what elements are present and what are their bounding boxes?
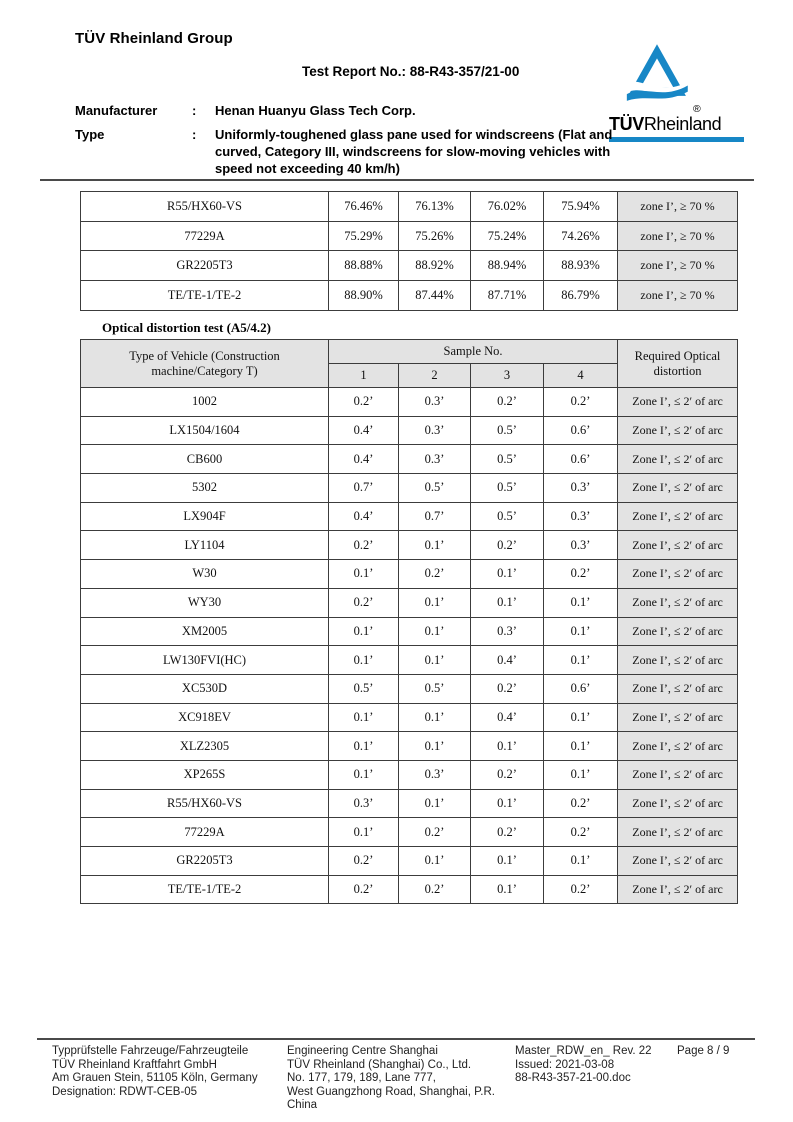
value-cell: 0.1’ bbox=[399, 531, 471, 560]
value-cell: 76.02% bbox=[471, 192, 544, 222]
manufacturer-separator: : bbox=[192, 103, 197, 118]
type-label: Type bbox=[75, 127, 105, 142]
model-cell: CB600 bbox=[81, 445, 329, 474]
model-cell: 1002 bbox=[81, 388, 329, 417]
required-cell: zone I’, ≥ 70 % bbox=[618, 281, 738, 311]
required-cell: Zone I’, ≤ 2′ of arc bbox=[618, 732, 738, 761]
value-cell: 0.2’ bbox=[471, 531, 544, 560]
value-cell: 0.3’ bbox=[399, 388, 471, 417]
model-cell: 77229A bbox=[81, 221, 329, 251]
value-cell: 0.4’ bbox=[471, 646, 544, 675]
value-cell: 0.3’ bbox=[329, 789, 399, 818]
value-cell: 0.1’ bbox=[329, 732, 399, 761]
value-cell: 0.1’ bbox=[399, 789, 471, 818]
value-cell: 0.1’ bbox=[399, 703, 471, 732]
required-cell: Zone I’, ≤ 2′ of arc bbox=[618, 388, 738, 417]
registered-trademark-symbol: ® bbox=[693, 103, 701, 115]
value-cell: 0.2’ bbox=[544, 388, 618, 417]
value-cell: 0.2’ bbox=[399, 818, 471, 847]
optical-table-row bbox=[81, 646, 738, 675]
report-number: Test Report No.: 88-R43-357/21-00 bbox=[302, 64, 520, 79]
value-cell: 88.88% bbox=[329, 251, 399, 281]
model-cell: TE/TE-1/TE-2 bbox=[81, 281, 329, 311]
sample-col-2: 2 bbox=[399, 364, 471, 388]
light-transmittance-table bbox=[80, 191, 738, 311]
value-cell: 0.1’ bbox=[399, 646, 471, 675]
value-cell: 0.5’ bbox=[399, 674, 471, 703]
required-cell: Zone I’, ≤ 2′ of arc bbox=[618, 474, 738, 503]
footer-shanghai-address bbox=[287, 1045, 515, 1113]
value-cell: 0.2’ bbox=[471, 818, 544, 847]
value-cell: 0.2’ bbox=[329, 531, 399, 560]
required-cell: zone I’, ≥ 70 % bbox=[618, 251, 738, 281]
value-cell: 0.1’ bbox=[544, 847, 618, 876]
optical-table-row bbox=[81, 674, 738, 703]
model-cell: R55/HX60-VS bbox=[81, 789, 329, 818]
value-cell: 0.5’ bbox=[471, 502, 544, 531]
optical-distortion-table bbox=[80, 339, 738, 904]
value-cell: 74.26% bbox=[544, 221, 618, 251]
value-cell: 0.2’ bbox=[329, 847, 399, 876]
value-cell: 0.5’ bbox=[471, 445, 544, 474]
value-cell: 0.1’ bbox=[544, 646, 618, 675]
value-cell: 0.5’ bbox=[471, 474, 544, 503]
value-cell: 0.2’ bbox=[544, 789, 618, 818]
value-cell: 0.4’ bbox=[329, 502, 399, 531]
tuv-triangle-icon bbox=[625, 43, 689, 107]
value-cell: 76.13% bbox=[399, 192, 471, 222]
optical-table-row bbox=[81, 416, 738, 445]
sample-no-header-cell: Sample No. bbox=[329, 340, 618, 364]
footer-line: Am Grauen Stein, 51105 Köln, Germany bbox=[52, 1072, 258, 1084]
required-cell: Zone I’, ≤ 2′ of arc bbox=[618, 531, 738, 560]
value-cell: 88.93% bbox=[544, 251, 618, 281]
value-cell: 0.4’ bbox=[329, 416, 399, 445]
value-cell: 0.1’ bbox=[471, 847, 544, 876]
value-cell: 75.26% bbox=[399, 221, 471, 251]
value-cell: 0.1’ bbox=[544, 760, 618, 789]
footer-line: TÜV Rheinland Kraftfahrt GmbH bbox=[52, 1058, 217, 1071]
value-cell: 0.3’ bbox=[544, 474, 618, 503]
model-cell: R55/HX60-VS bbox=[81, 192, 329, 222]
value-cell: 0.1’ bbox=[329, 703, 399, 732]
footer-line: Master_RDW_en_ Rev. 22 bbox=[515, 1045, 652, 1057]
value-cell: 0.2’ bbox=[329, 588, 399, 617]
manufacturer-label: Manufacturer bbox=[75, 103, 158, 118]
value-cell: 0.1’ bbox=[544, 588, 618, 617]
value-cell: 0.1’ bbox=[399, 617, 471, 646]
value-cell: 0.1’ bbox=[544, 703, 618, 732]
model-cell: XC530D bbox=[81, 674, 329, 703]
value-cell: 0.2’ bbox=[329, 388, 399, 417]
value-cell: 87.71% bbox=[471, 281, 544, 311]
footer-line: West Guangzhong Road, Shanghai, P.R. China bbox=[287, 1085, 495, 1111]
transmittance-table-row bbox=[81, 251, 738, 281]
model-cell: GR2205T3 bbox=[81, 251, 329, 281]
optical-table-row bbox=[81, 818, 738, 847]
value-cell: 76.46% bbox=[329, 192, 399, 222]
value-cell: 0.1’ bbox=[471, 560, 544, 589]
required-cell: Zone I’, ≤ 2′ of arc bbox=[618, 416, 738, 445]
footer-cologne-address bbox=[52, 1045, 287, 1113]
value-cell: 0.1’ bbox=[544, 732, 618, 761]
value-cell: 0.1’ bbox=[399, 847, 471, 876]
footer-line: Designation: RDWT-CEB-05 bbox=[52, 1085, 198, 1098]
value-cell: 0.2’ bbox=[471, 760, 544, 789]
required-cell: Zone I’, ≤ 2′ of arc bbox=[618, 646, 738, 675]
logo-underline-bar bbox=[609, 137, 744, 142]
value-cell: 0.1’ bbox=[329, 646, 399, 675]
optical-table-row bbox=[81, 703, 738, 732]
model-cell: 5302 bbox=[81, 474, 329, 503]
value-cell: 0.3’ bbox=[544, 502, 618, 531]
footer-divider-line bbox=[37, 1038, 755, 1040]
value-cell: 0.6’ bbox=[544, 416, 618, 445]
value-cell: 0.1’ bbox=[399, 588, 471, 617]
value-cell: 0.3’ bbox=[471, 617, 544, 646]
logo-word-tuv: TÜV bbox=[609, 114, 644, 134]
tuv-rheinland-logo bbox=[608, 40, 748, 144]
transmittance-table-row bbox=[81, 281, 738, 311]
value-cell: 0.3’ bbox=[544, 531, 618, 560]
value-cell: 0.2’ bbox=[544, 875, 618, 904]
report-meta bbox=[75, 102, 620, 184]
model-cell: XM2005 bbox=[81, 617, 329, 646]
model-cell: 77229A bbox=[81, 818, 329, 847]
value-cell: 75.29% bbox=[329, 221, 399, 251]
value-cell: 0.3’ bbox=[399, 416, 471, 445]
value-cell: 75.24% bbox=[471, 221, 544, 251]
optical-table-row bbox=[81, 474, 738, 503]
value-cell: 88.94% bbox=[471, 251, 544, 281]
value-cell: 0.1’ bbox=[471, 875, 544, 904]
value-cell: 0.2’ bbox=[471, 388, 544, 417]
value-cell: 0.5’ bbox=[471, 416, 544, 445]
optical-table-row bbox=[81, 875, 738, 904]
model-cell: W30 bbox=[81, 560, 329, 589]
logo-wordmark bbox=[609, 114, 721, 135]
optical-table-row bbox=[81, 732, 738, 761]
type-row bbox=[75, 126, 620, 177]
value-cell: 0.2’ bbox=[329, 875, 399, 904]
model-cell: XC918EV bbox=[81, 703, 329, 732]
value-cell: 0.2’ bbox=[399, 875, 471, 904]
value-cell: 0.1’ bbox=[544, 617, 618, 646]
sample-col-4: 4 bbox=[544, 364, 618, 388]
vehicle-type-header-cell: Type of Vehicle (Construction machine/Category T) bbox=[81, 340, 329, 388]
value-cell: 0.1’ bbox=[471, 789, 544, 818]
logo-word-rheinland: Rheinland bbox=[643, 114, 722, 134]
value-cell: 86.79% bbox=[544, 281, 618, 311]
value-cell: 0.7’ bbox=[399, 502, 471, 531]
type-separator: : bbox=[192, 127, 197, 142]
required-cell: Zone I’, ≤ 2′ of arc bbox=[618, 588, 738, 617]
value-cell: 0.1’ bbox=[471, 732, 544, 761]
transmittance-table-row bbox=[81, 221, 738, 251]
sample-col-1: 1 bbox=[329, 364, 399, 388]
footer-line: Typprüfstelle Fahrzeuge/Fahrzeugteile bbox=[52, 1045, 249, 1057]
footer-line: No. 177, 179, 189, Lane 777, bbox=[287, 1072, 436, 1084]
value-cell: 0.7’ bbox=[329, 474, 399, 503]
value-cell: 0.5’ bbox=[329, 674, 399, 703]
required-cell: Zone I’, ≤ 2′ of arc bbox=[618, 789, 738, 818]
sample-col-3: 3 bbox=[471, 364, 544, 388]
footer-line: 88-R43-357-21-00.doc bbox=[515, 1072, 631, 1084]
value-cell: 0.1’ bbox=[329, 560, 399, 589]
footer-document-info bbox=[515, 1045, 677, 1113]
required-cell: Zone I’, ≤ 2′ of arc bbox=[618, 703, 738, 732]
model-cell: LX904F bbox=[81, 502, 329, 531]
value-cell: 0.2’ bbox=[544, 560, 618, 589]
optical-table-row bbox=[81, 760, 738, 789]
footer-line: Issued: 2021-03-08 bbox=[515, 1058, 615, 1071]
required-cell: Zone I’, ≤ 2′ of arc bbox=[618, 445, 738, 474]
header-divider-line bbox=[40, 179, 754, 181]
optical-table-row bbox=[81, 531, 738, 560]
value-cell: 0.4’ bbox=[471, 703, 544, 732]
model-cell: XP265S bbox=[81, 760, 329, 789]
optical-table-row bbox=[81, 445, 738, 474]
required-cell: Zone I’, ≤ 2′ of arc bbox=[618, 760, 738, 789]
value-cell: 87.44% bbox=[399, 281, 471, 311]
model-cell: LW130FVI(HC) bbox=[81, 646, 329, 675]
manufacturer-value: Henan Huanyu Glass Tech Corp. bbox=[215, 103, 416, 118]
required-cell: Zone I’, ≤ 2′ of arc bbox=[618, 875, 738, 904]
optical-table-row bbox=[81, 617, 738, 646]
footer-line: TÜV Rheinland (Shanghai) Co., Ltd. bbox=[287, 1058, 472, 1071]
required-cell: Zone I’, ≤ 2′ of arc bbox=[618, 818, 738, 847]
optical-table-row bbox=[81, 588, 738, 617]
required-cell: zone I’, ≥ 70 % bbox=[618, 221, 738, 251]
value-cell: 0.6’ bbox=[544, 674, 618, 703]
required-cell: Zone I’, ≤ 2′ of arc bbox=[618, 560, 738, 589]
required-cell: Zone I’, ≤ 2′ of arc bbox=[618, 502, 738, 531]
model-cell: WY30 bbox=[81, 588, 329, 617]
model-cell: XLZ2305 bbox=[81, 732, 329, 761]
transmittance-table-row bbox=[81, 192, 738, 222]
value-cell: 0.1’ bbox=[399, 732, 471, 761]
required-cell: Zone I’, ≤ 2′ of arc bbox=[618, 674, 738, 703]
value-cell: 88.92% bbox=[399, 251, 471, 281]
footer-page-number bbox=[677, 1045, 729, 1113]
optical-table-row bbox=[81, 847, 738, 876]
type-value: Uniformly-toughened glass pane used for windscreens (Flat and curved, Category III, windscreens for slow-moving vehicles with speed not exceeding 40 km/h) bbox=[215, 127, 613, 176]
value-cell: 0.2’ bbox=[399, 560, 471, 589]
value-cell: 0.1’ bbox=[329, 760, 399, 789]
value-cell: 0.1’ bbox=[329, 617, 399, 646]
manufacturer-row bbox=[75, 102, 620, 119]
company-group-title: TÜV Rheinland Group bbox=[75, 30, 233, 47]
required-cell: Zone I’, ≤ 2′ of arc bbox=[618, 847, 738, 876]
page-footer bbox=[52, 1045, 762, 1113]
model-cell: GR2205T3 bbox=[81, 847, 329, 876]
value-cell: 0.1’ bbox=[329, 818, 399, 847]
value-cell: 0.5’ bbox=[399, 474, 471, 503]
model-cell: LY1104 bbox=[81, 531, 329, 560]
value-cell: 0.1’ bbox=[471, 588, 544, 617]
value-cell: 0.2’ bbox=[471, 674, 544, 703]
model-cell: TE/TE-1/TE-2 bbox=[81, 875, 329, 904]
footer-line: Page 8 / 9 bbox=[677, 1045, 730, 1057]
value-cell: 75.94% bbox=[544, 192, 618, 222]
optical-distortion-section-title: Optical distortion test (A5/4.2) bbox=[102, 320, 271, 335]
value-cell: 88.90% bbox=[329, 281, 399, 311]
optical-table-row bbox=[81, 502, 738, 531]
value-cell: 0.2’ bbox=[544, 818, 618, 847]
optical-table-row bbox=[81, 388, 738, 417]
value-cell: 0.6’ bbox=[544, 445, 618, 474]
required-cell: Zone I’, ≤ 2′ of arc bbox=[618, 617, 738, 646]
footer-line: Engineering Centre Shanghai bbox=[287, 1045, 438, 1057]
optical-table-row bbox=[81, 789, 738, 818]
value-cell: 0.4’ bbox=[329, 445, 399, 474]
value-cell: 0.3’ bbox=[399, 760, 471, 789]
value-cell: 0.3’ bbox=[399, 445, 471, 474]
model-cell: LX1504/1604 bbox=[81, 416, 329, 445]
required-cell: zone I’, ≥ 70 % bbox=[618, 192, 738, 222]
required-header-cell: Required Optical distortion bbox=[618, 340, 738, 388]
optical-table-row bbox=[81, 560, 738, 589]
optical-table-header bbox=[81, 340, 738, 388]
